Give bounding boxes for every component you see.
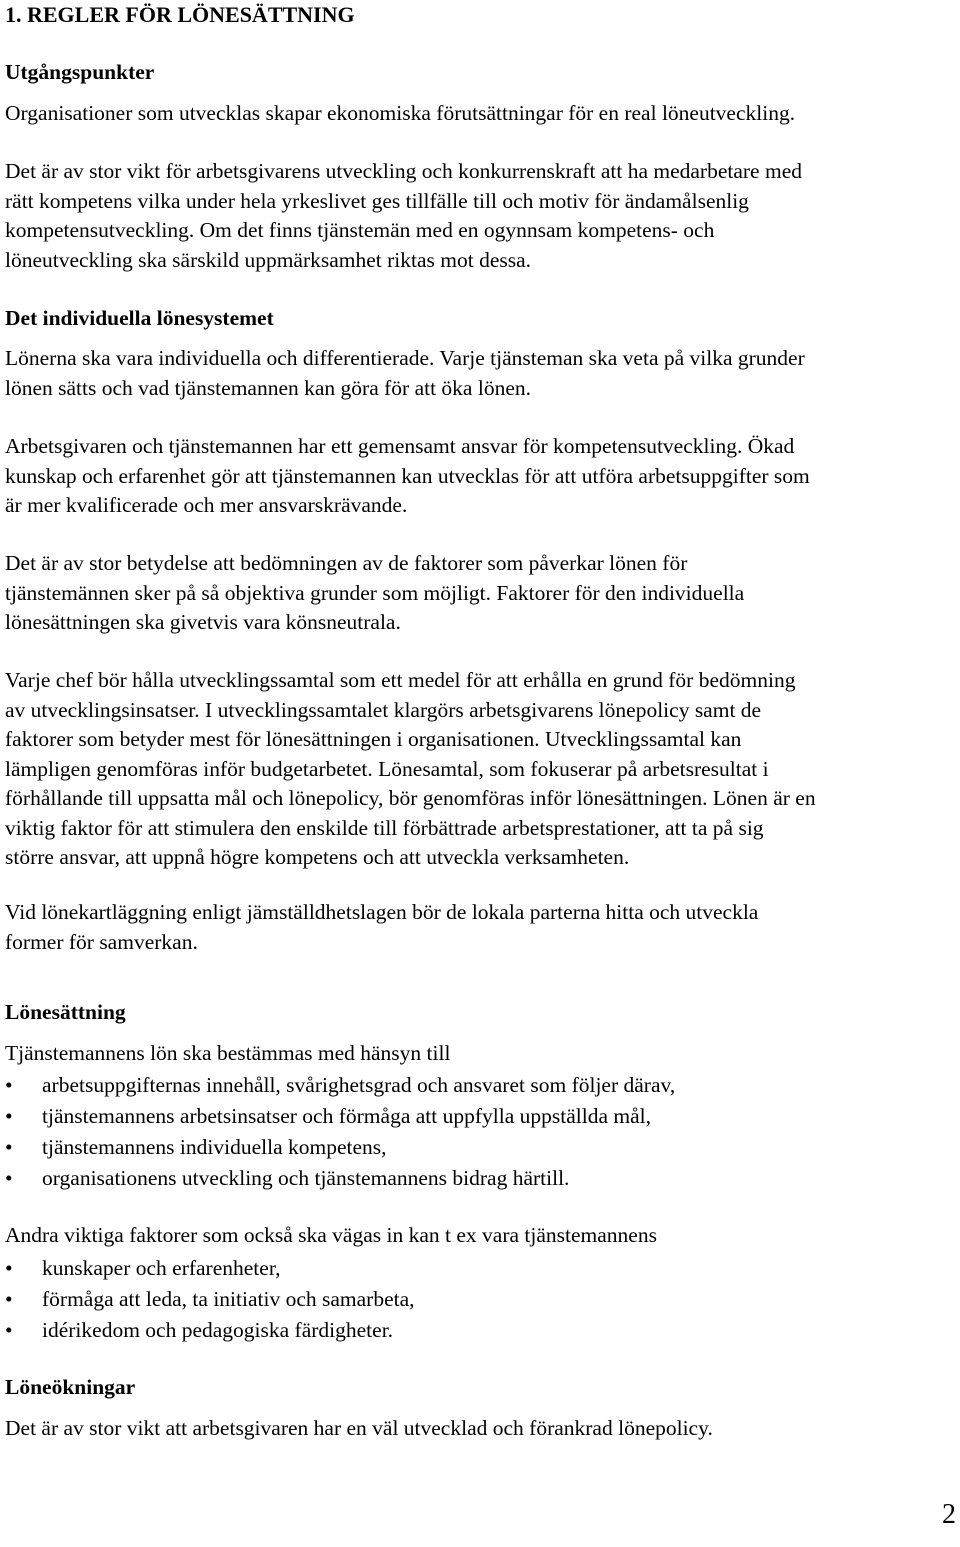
bullet-icon: • (5, 1073, 13, 1097)
section-title-lonesystemet: Det individuella lönesystemet (5, 306, 274, 330)
text-line: Organisationer som utvecklas skapar ekonomiska förutsättningar för en real löneutveckling. (5, 101, 796, 125)
text-line: är mer kvalificerade och mer ansvarskrävande. (5, 493, 408, 517)
chapter-heading: 1. REGLER FÖR LÖNESÄTTNING (5, 2, 355, 27)
paragraph-10 (5, 1414, 957, 1444)
paragraph-9 (5, 1221, 957, 1251)
text-line: tjänstemännen sker på så objektiva grunder som möjligt. Faktorer för den individuella (5, 580, 745, 605)
text-line: Arbetsgivaren och tjänstemannen har ett gemensamt ansvar för kompetensutveckling. Ökad (5, 434, 795, 458)
factor-list-2 (5, 1253, 957, 1346)
list-item-text: idérikedom och pedagogiska färdigheter. (42, 1318, 394, 1342)
page-number: 2 (942, 1499, 956, 1530)
text-line: Varje chef bör hålla utvecklingssamtal som ett medel för att erhålla en grund för bedömning (5, 668, 796, 692)
list-item (5, 1253, 957, 1284)
text-line: Det är av stor vikt för arbetsgivarens utveckling och konkurrenskraft att ha medarbetare med (5, 159, 802, 183)
paragraph-3 (5, 344, 957, 403)
bullet-icon: • (5, 1104, 13, 1128)
bullet-icon: • (5, 1166, 13, 1190)
text-line: Det är av stor vikt att arbetsgivaren har en väl utvecklad och förankrad lönepolicy. (5, 1416, 713, 1440)
text-line: Lönerna ska vara individuella och differentierade. Varje tjänsteman ska veta på vilka grunder (5, 346, 805, 370)
list-item (5, 1132, 957, 1163)
text-line: löneutveckling ska särskild uppmärksamhet riktas mot dessa. (5, 247, 532, 272)
text-line: Tjänstemannens lön ska bestämmas med hänsyn till (5, 1041, 451, 1065)
text-line: Andra viktiga faktorer som också ska vägas in kan t ex vara tjänstemannens (5, 1223, 657, 1247)
text-line: faktorer som betyder mest för lönesättningen i organisationen. Utvecklingssamtal kan (5, 727, 742, 751)
paragraph-7 (5, 898, 957, 957)
list-item (5, 1070, 957, 1101)
text-line: kompetensutveckling. Om det finns tjänstemän med en ogynnsam kompetens- och (5, 218, 715, 242)
text-line: större ansvar, att uppnå högre kompetens och att utveckla verksamheten. (5, 845, 630, 869)
factor-list-1 (5, 1070, 957, 1194)
section-title-utgangspunkter: Utgångspunkter (5, 60, 155, 84)
paragraph-8 (5, 1039, 957, 1069)
list-item (5, 1315, 957, 1346)
text-line: lämpligen genomföras inför budgetarbetet. Lönesamtal, som fokuserar på arbetsresultat i (5, 756, 769, 781)
paragraph-4 (5, 432, 957, 521)
list-item (5, 1163, 957, 1194)
list-item-text: kunskaper och erfarenheter, (42, 1256, 281, 1280)
text-line: viktig faktor för att stimulera den enskilde till förbättrade arbetsprestationer, att ta på sig (5, 815, 764, 840)
text-line: av utvecklingsinsatser. I utvecklingssamtalet klargörs arbetsgivarens lönepolicy samt de (5, 697, 762, 722)
bullet-icon: • (5, 1287, 13, 1311)
paragraph-5 (5, 549, 957, 638)
text-line: lönesättningen ska givetvis vara könsneutrala. (5, 610, 401, 634)
text-line: former för samverkan. (5, 929, 198, 954)
paragraph-6 (5, 666, 957, 873)
list-item-text: tjänstemannens arbetsinsatser och förmåga att uppfylla uppställda mål, (42, 1104, 651, 1128)
bullet-icon: • (5, 1135, 13, 1159)
list-item-text: tjänstemannens individuella kompetens, (42, 1135, 387, 1159)
text-line: kunskap och erfarenhet gör att tjänstemannen kan utvecklas för att utföra arbetsuppgifter som (5, 463, 810, 488)
text-line: lönen sätts och vad tjänstemannen kan göra för att öka lönen. (5, 375, 531, 400)
section-title-loneokningar: Löneökningar (5, 1375, 136, 1399)
text-line: förhållande till uppsatta mål och lönepolicy, bör genomföras inför lönesättningen. Lönen är en (5, 786, 816, 810)
list-item (5, 1284, 957, 1315)
list-item (5, 1101, 957, 1132)
list-item-text: förmåga att leda, ta initiativ och samarbeta, (42, 1287, 415, 1311)
list-item-text: organisationens utveckling och tjänstemannens bidrag härtill. (42, 1166, 570, 1190)
bullet-icon: • (5, 1256, 13, 1280)
paragraph-2 (5, 157, 957, 275)
list-item-text: arbetsuppgifternas innehåll, svårighetsgrad och ansvaret som följer därav, (42, 1073, 676, 1097)
bullet-icon: • (5, 1318, 13, 1342)
section-title-lonesattning: Lönesättning (5, 1000, 126, 1024)
text-line: Vid lönekartläggning enligt jämställdhetslagen bör de lokala parterna hitta och utveckla (5, 900, 759, 924)
text-line: rätt kompetens vilka under hela yrkeslivet ges tillfälle till och motiv för ändamålsenlig (5, 188, 749, 213)
paragraph-1 (5, 99, 957, 129)
text-line: Det är av stor betydelse att bedömningen av de faktorer som påverkar lönen för (5, 551, 688, 575)
